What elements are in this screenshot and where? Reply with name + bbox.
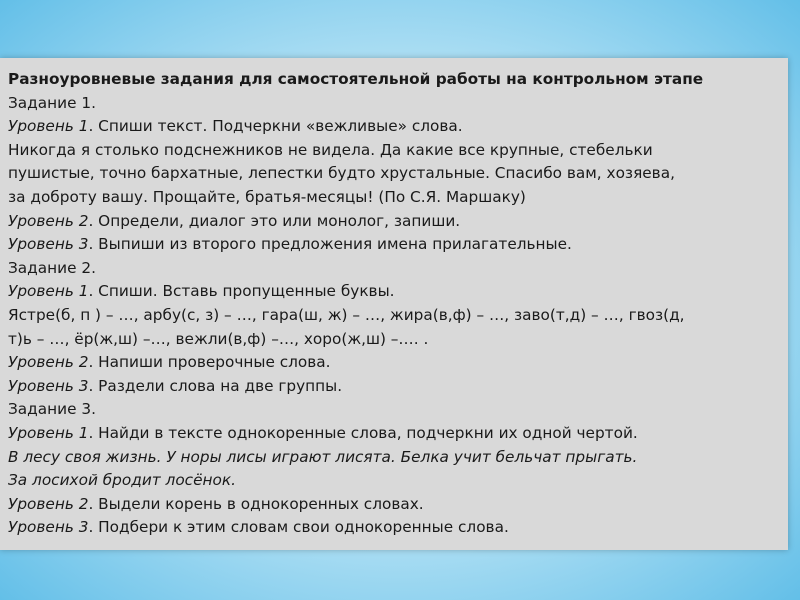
- task3-level3-label: Уровень 3: [8, 518, 89, 537]
- slide-content: [0, 58, 788, 550]
- task2-level1: [8, 280, 782, 304]
- task2-level2: [8, 351, 782, 375]
- task2-level3-text: . Раздели слова на две группы.: [88, 376, 343, 395]
- task1-passage-line-3: за доброту вашу. Прощайте, братья-месяцы! (По С.Я. Маршаку): [8, 187, 526, 206]
- task2-level3-label: Уровень 3: [8, 376, 89, 395]
- slide-heading: Разноуровневые задания для самостоятельной работы на контрольном этапе: [8, 70, 704, 88]
- task2-level1-label: Уровень 1: [8, 282, 89, 301]
- task2-level1-text: . Спиши. Вставь пропущенные буквы.: [88, 282, 395, 301]
- task3-level2-text: . Выдели корень в однокоренных словах.: [88, 494, 424, 513]
- task3-passage-line-2: За лосихой бродит лосёнок.: [8, 471, 236, 490]
- task1-level3: [8, 233, 782, 257]
- task1-title: Задание 1.: [8, 93, 96, 112]
- task2-level3: [8, 375, 782, 399]
- task1-level3-label: Уровень 3: [8, 235, 89, 254]
- task1-level1-text: . Спиши текст. Подчеркни «вежливые» слова.: [88, 117, 463, 136]
- task3-passage-line-1: В лесу своя жизнь. У норы лисы играют лисята. Белка учит бельчат прыгать.: [8, 447, 638, 466]
- task2-title: Задание 2.: [8, 258, 96, 277]
- task3-level1-text: . Найди в тексте однокоренные слова, подчеркни их одной чертой.: [88, 423, 638, 442]
- task1-level2-text: . Определи, диалог это или монолог, запиши.: [88, 211, 461, 230]
- task3-level2-label: Уровень 2: [8, 494, 89, 513]
- task2-level2-text: . Напиши проверочные слова.: [88, 353, 331, 372]
- task3-level3-text: . Подбери к этим словам свои однокоренные слова.: [88, 518, 509, 537]
- task3-level3: [8, 516, 782, 540]
- task3-level1: [8, 422, 782, 446]
- task1-level1-label: Уровень 1: [8, 117, 89, 136]
- task3-level2: [8, 493, 782, 517]
- tasks-text: [8, 68, 782, 540]
- task1-level2-label: Уровень 2: [8, 211, 89, 230]
- task1-passage-line-2: пушистые, точно бархатные, лепестки будто хрустальные. Спасибо вам, хозяева,: [8, 164, 675, 183]
- task1-passage-line-1: Никогда я столько подснежников не видела. Да какие все крупные, стебельки: [8, 140, 653, 159]
- task1-level1: [8, 115, 782, 139]
- task2-level2-label: Уровень 2: [8, 353, 89, 372]
- task2-words-line-2: т)ь – …, ёр(ж,ш) –…, вежли(в,ф) –…, хоро(ж,ш) –…. .: [8, 329, 429, 348]
- task3-level1-label: Уровень 1: [8, 423, 89, 442]
- task1-level2: [8, 210, 782, 234]
- task1-level3-text: . Выпиши из второго предложения имена прилагательные.: [88, 235, 572, 254]
- task2-words-line-1: Ястре(б, п ) – …, арбу(с, з) – …, гара(ш, ж) – …, жира(в,ф) – …, заво(т,д) – …, гвоз(д,: [8, 305, 685, 324]
- task3-title: Задание 3.: [8, 400, 96, 419]
